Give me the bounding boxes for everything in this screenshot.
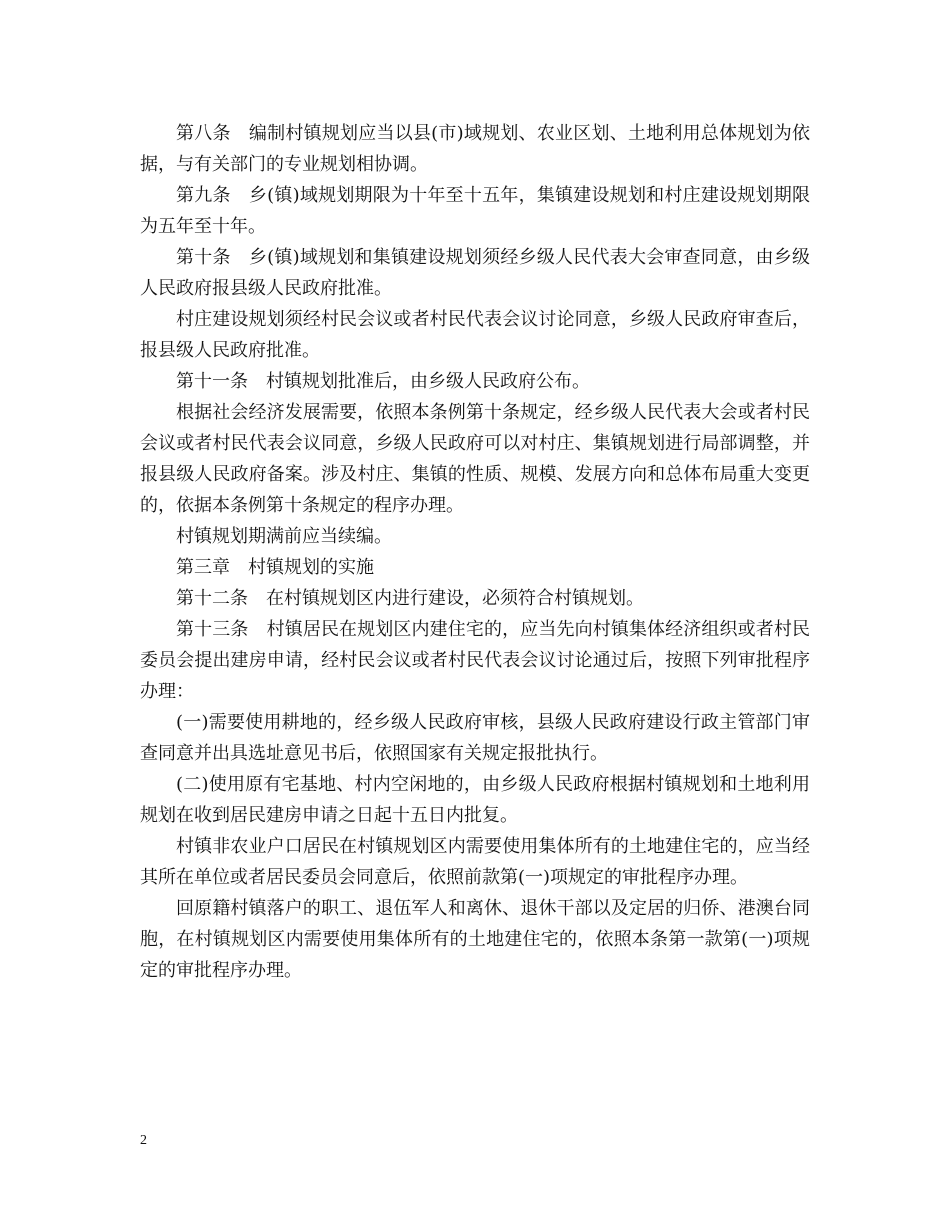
document-body (140, 118, 810, 986)
page-number: 2 (140, 1133, 147, 1148)
paragraph-plan-adjustment: 根据社会经济发展需要，依照本条例第十条规定，经乡级人民代表大会或者村民会议或者村民代表会议同意，乡级人民政府可以对村庄、集镇规划进行局部调整，并报县级人民政府备案。涉及村庄、集镇的性质、规模、发展方向和总体布局重大变更的，依据本条例第十条规定的程序办理。 (140, 402, 810, 516)
paragraph-article-12: 第十二条 在村镇规划区内进行建设，必须符合村镇规划。 (176, 588, 644, 609)
paragraph-article-13: 第十三条 村镇居民在规划区内建住宅的，应当先向村镇集体经济组织或者村民委员会提出建房申请，经村民会议或者村民代表会议讨论通过后，按照下列审批程序办理： (140, 619, 810, 702)
paragraph-non-agricultural-residents: 村镇非农业户口居民在村镇规划区内需要使用集体所有的土地建住宅的，应当经其所在单位或者居民委员会同意后，依照前款第(一)项规定的审批程序办理。 (140, 836, 810, 888)
paragraph-plan-renewal: 村镇规划期满前应当续编。 (176, 526, 392, 547)
paragraph-article-8: 第八条 编制村镇规划应当以县(市)域规划、农业区划、土地利用总体规划为依据，与有关部门的专业规划相协调。 (140, 123, 810, 175)
paragraph-village-plan-approval: 村庄建设规划须经村民会议或者村民代表会议讨论同意，乡级人民政府审查后，报县级人民政府批准。 (140, 309, 810, 361)
paragraph-article-10: 第十条 乡(镇)域规划和集镇建设规划须经乡级人民代表大会审查同意，由乡级人民政府报县级人民政府批准。 (140, 247, 810, 299)
paragraph-article-9: 第九条 乡(镇)域规划期限为十年至十五年，集镇建设规划和村庄建设规划期限为五年至十年。 (140, 185, 810, 237)
paragraph-item-1: (一)需要使用耕地的，经乡级人民政府审核，县级人民政府建设行政主管部门审查同意并出具选址意见书后，依照国家有关规定报批执行。 (140, 712, 810, 764)
paragraph-item-2: (二)使用原有宅基地、村内空闲地的，由乡级人民政府根据村镇规划和土地利用规划在收到居民建房申请之日起十五日内批复。 (140, 774, 810, 826)
chapter-heading-3: 第三章 村镇规划的实施 (176, 557, 374, 578)
paragraph-returnees: 回原籍村镇落户的职工、退伍军人和离休、退休干部以及定居的归侨、港澳台同胞，在村镇规划区内需要使用集体所有的土地建住宅的，依照本条第一款第(一)项规定的审批程序办理。 (140, 898, 810, 981)
paragraph-article-11: 第十一条 村镇规划批准后，由乡级人民政府公布。 (176, 371, 590, 392)
